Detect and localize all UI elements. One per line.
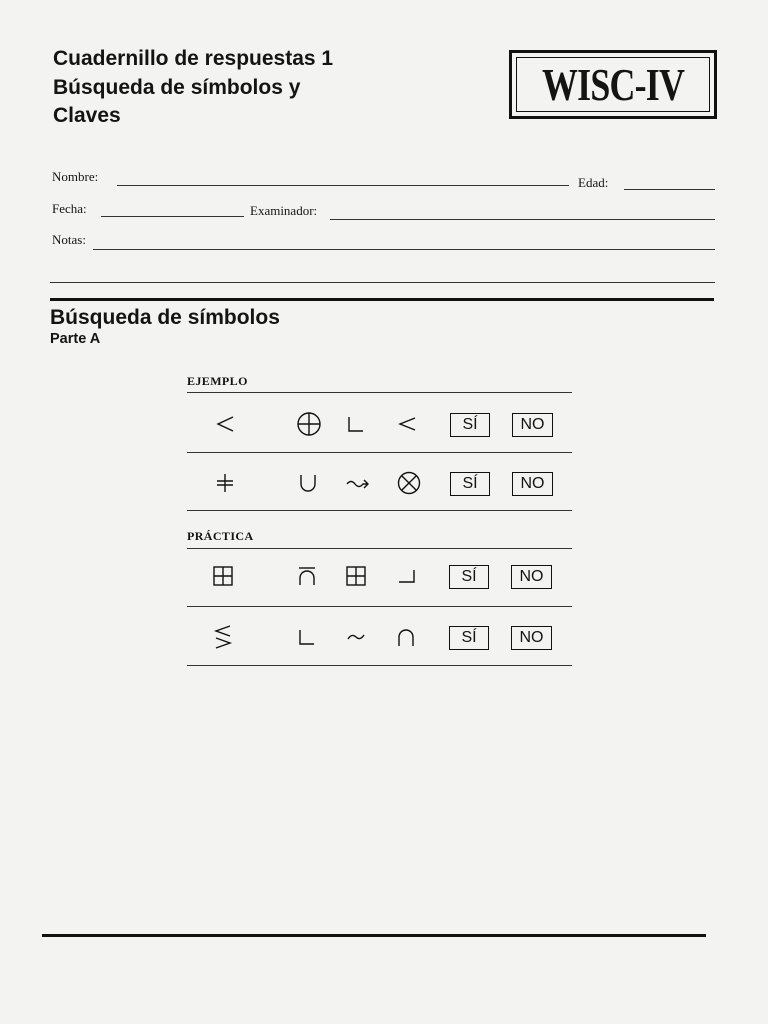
wisc-logo bbox=[509, 50, 717, 119]
corner-l-icon bbox=[289, 617, 325, 657]
title-line-3: Claves bbox=[53, 104, 121, 127]
bar-cap-icon bbox=[289, 556, 325, 596]
yes-box[interactable]: SÍ bbox=[449, 626, 489, 650]
boxed-plus-icon bbox=[205, 556, 241, 596]
tilde-icon bbox=[338, 617, 374, 657]
no-box[interactable]: NO bbox=[511, 626, 552, 650]
examinador-field[interactable] bbox=[330, 219, 715, 220]
corner-j-icon bbox=[388, 556, 424, 596]
yes-box[interactable]: SÍ bbox=[449, 565, 489, 589]
nombre-field[interactable] bbox=[117, 185, 569, 186]
row-rule bbox=[187, 510, 572, 511]
row-rule bbox=[187, 452, 572, 453]
group-rule bbox=[187, 548, 572, 549]
circled-times-icon bbox=[391, 463, 427, 503]
section-divider-top bbox=[50, 298, 714, 301]
notas-label: Notas: bbox=[52, 232, 86, 247]
row-rule bbox=[187, 665, 572, 666]
boxed-plus-icon bbox=[338, 556, 374, 596]
section-subtitle: Parte A bbox=[50, 331, 101, 347]
no-box[interactable]: NO bbox=[511, 565, 552, 589]
no-box[interactable]: NO bbox=[512, 472, 553, 496]
circled-plus-icon bbox=[291, 404, 327, 444]
less-than-icon bbox=[389, 404, 425, 444]
notas-field-line-2[interactable] bbox=[50, 282, 715, 283]
cap-icon bbox=[388, 617, 424, 657]
section-divider-bottom bbox=[42, 934, 706, 937]
notas-field[interactable] bbox=[93, 249, 715, 250]
title-line-1: Cuadernillo de respuestas 1 bbox=[53, 47, 334, 70]
less-than-icon bbox=[207, 404, 243, 444]
group-rule bbox=[187, 392, 572, 393]
practice-row-2 bbox=[187, 617, 572, 657]
title-line-2: Búsqueda de símbolos y bbox=[53, 75, 301, 99]
yes-box[interactable]: SÍ bbox=[450, 413, 490, 437]
booklet-title bbox=[53, 45, 333, 131]
examinador-label: Examinador: bbox=[250, 203, 318, 218]
group-label-ejemplo: EJEMPLO bbox=[187, 374, 248, 388]
fecha-label: Fecha: bbox=[52, 201, 87, 216]
logo-text: WISC-IV bbox=[541, 59, 685, 110]
nombre-label: Nombre: bbox=[52, 169, 99, 184]
section-title: Búsqueda de símbolos bbox=[50, 306, 280, 329]
cup-icon bbox=[290, 463, 326, 503]
row-rule bbox=[187, 606, 572, 607]
group-label-practica: PRÁCTICA bbox=[187, 529, 254, 543]
double-cross-icon bbox=[207, 463, 243, 503]
no-box[interactable]: NO bbox=[512, 413, 553, 437]
corner-l-icon bbox=[338, 404, 374, 444]
yes-box[interactable]: SÍ bbox=[450, 472, 490, 496]
example-row-2 bbox=[187, 463, 572, 503]
edad-label: Edad: bbox=[578, 175, 609, 190]
practice-row-1 bbox=[187, 556, 572, 596]
fecha-field[interactable] bbox=[101, 216, 244, 217]
example-row-1 bbox=[187, 404, 572, 444]
less-equal-greater-icon bbox=[205, 617, 241, 657]
edad-field[interactable] bbox=[624, 189, 715, 190]
squiggle-arrow-icon bbox=[340, 463, 376, 503]
